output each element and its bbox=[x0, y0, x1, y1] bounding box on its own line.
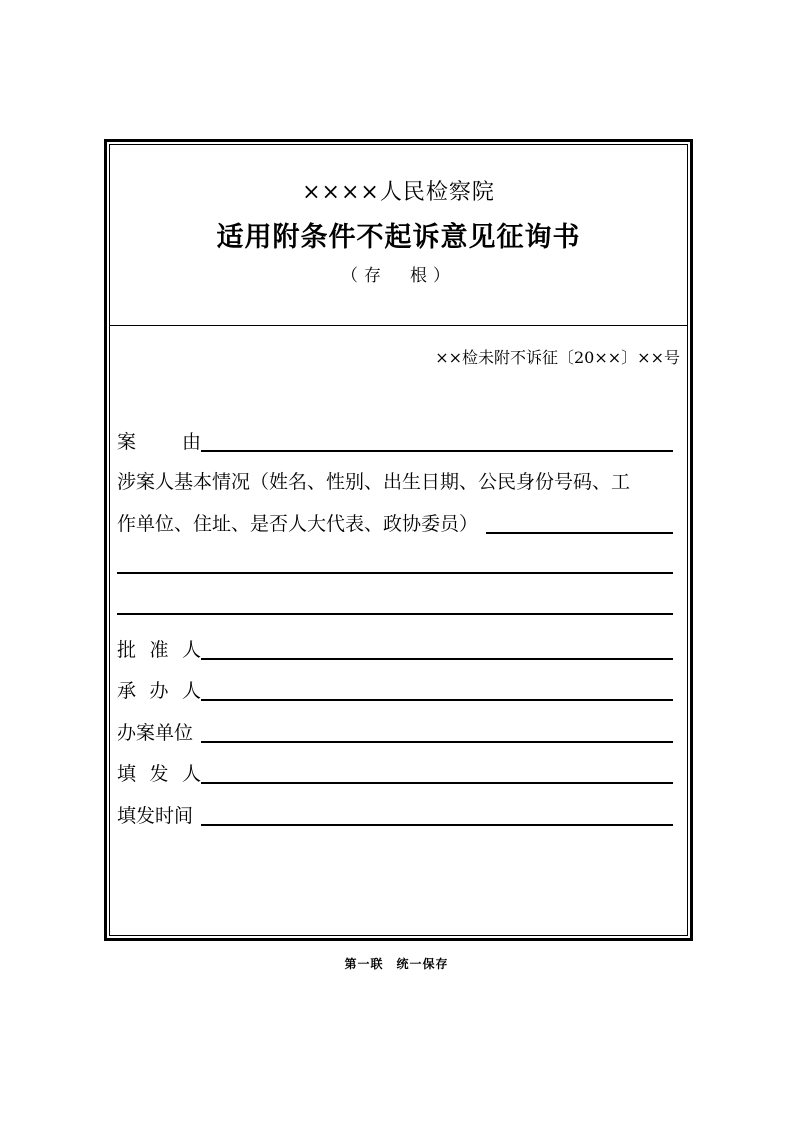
organization-name: ××××人民检察院 bbox=[302, 180, 495, 205]
label-char: 由 bbox=[181, 431, 201, 453]
handler-label bbox=[117, 678, 201, 704]
document-number: ××检未附不诉征〔20××〕××号 bbox=[435, 348, 680, 367]
suspect-info-input-line[interactable] bbox=[486, 510, 673, 534]
label-char: 办 bbox=[149, 680, 169, 702]
handler-input-line[interactable] bbox=[201, 677, 673, 701]
label-char: 案 bbox=[117, 431, 137, 453]
label-char: 准 bbox=[149, 639, 169, 661]
label-char: 人 bbox=[181, 763, 201, 785]
suspect-info-label-line1: 涉案人基本情况（姓名、性别、出生日期、公民身份号码、工 bbox=[117, 471, 631, 493]
form-header bbox=[110, 145, 687, 326]
approver-field bbox=[117, 635, 673, 663]
issue-time-field bbox=[117, 801, 673, 829]
handling-unit-field bbox=[117, 718, 673, 746]
handling-unit-label: 办案单位 bbox=[117, 722, 194, 744]
document-subtitle: （存 根） bbox=[341, 266, 456, 286]
case-reason-field bbox=[117, 427, 673, 455]
issue-time-label: 填发时间 bbox=[117, 805, 194, 827]
issuer-label bbox=[117, 761, 201, 787]
handling-unit-input-line[interactable] bbox=[201, 719, 673, 743]
form-inner-border bbox=[109, 144, 688, 936]
handler-field bbox=[117, 676, 673, 704]
document-title: 适用附条件不起诉意见征询书 bbox=[216, 222, 581, 253]
issue-time-input-line[interactable] bbox=[201, 802, 673, 826]
label-char: 填 bbox=[117, 763, 137, 785]
label-char: 承 bbox=[117, 680, 137, 702]
footer-note: 第一联 统一保存 bbox=[344, 957, 449, 971]
case-reason-input-line[interactable] bbox=[201, 428, 673, 452]
suspect-info-input-line-3[interactable] bbox=[117, 613, 673, 615]
issuer-input-line[interactable] bbox=[201, 760, 673, 784]
case-reason-label bbox=[117, 429, 201, 455]
label-char: 人 bbox=[181, 680, 201, 702]
suspect-info-field bbox=[117, 509, 673, 537]
issuer-field bbox=[117, 759, 673, 787]
label-char: 批 bbox=[117, 639, 137, 661]
form-frame bbox=[104, 139, 693, 941]
label-char: 人 bbox=[181, 639, 201, 661]
label-char: 发 bbox=[149, 763, 169, 785]
approver-input-line[interactable] bbox=[201, 636, 673, 660]
suspect-info-label-line2: 作单位、住址、是否人大代表、政协委员） bbox=[117, 513, 479, 535]
suspect-info-input-line-2[interactable] bbox=[117, 572, 673, 574]
approver-label bbox=[117, 637, 201, 663]
